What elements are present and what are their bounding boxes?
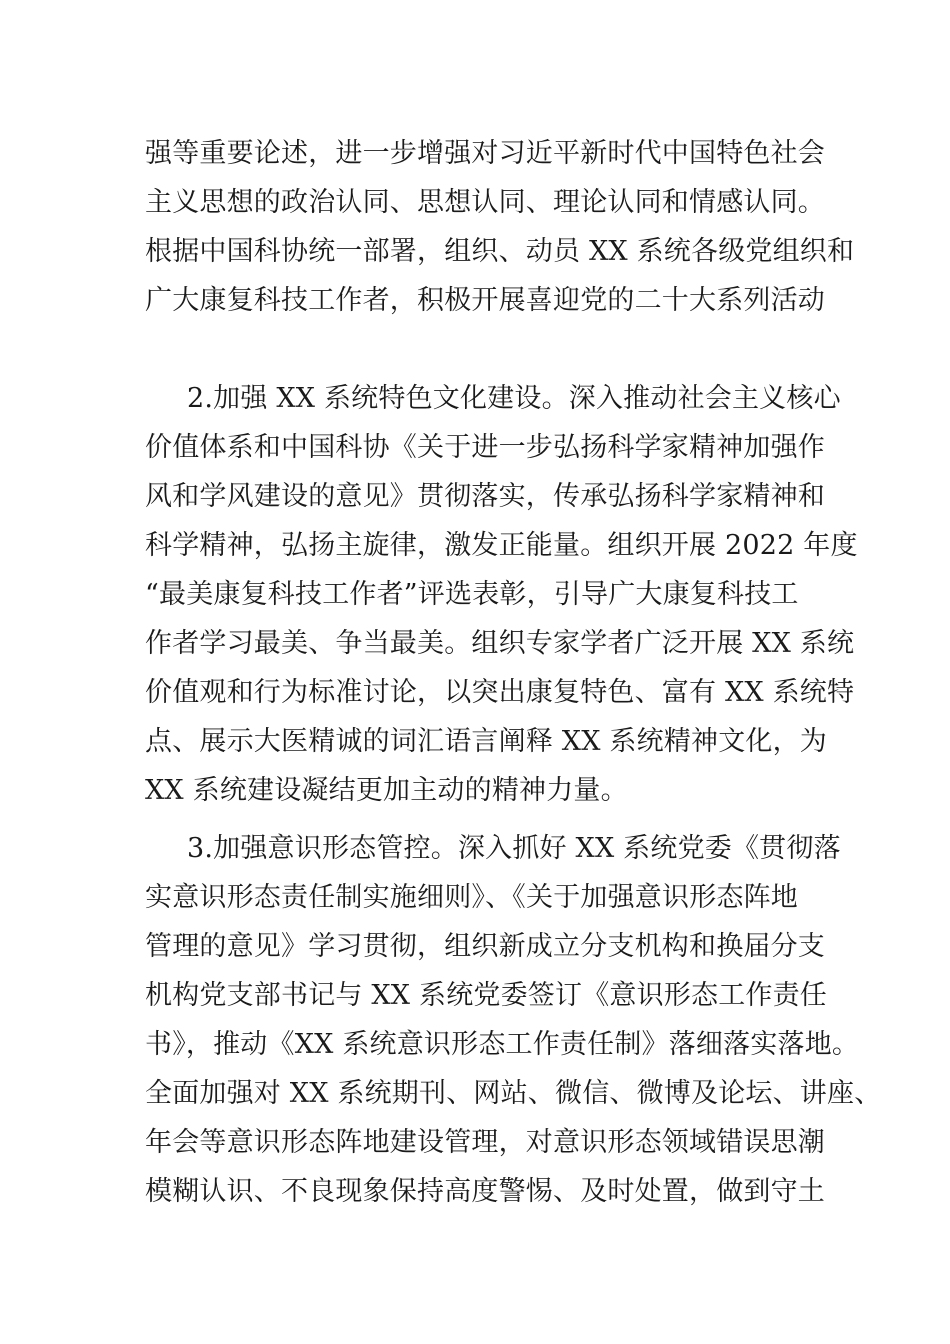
text-line: 强等重要论述，进一步增强对习近平新时代中国特色社会 [145, 138, 825, 169]
paragraph-item-2 [145, 374, 858, 815]
text-line: 实意识形态责任制实施细则》、《关于加强意识形态阵地 [145, 882, 798, 913]
text-line: 管理的意见》学习贯彻，组织新成立分支机构和换届分支 [145, 931, 825, 962]
text-line: 全面加强对 XX 系统期刊、网站、微信、微博及论坛、讲座、 [145, 1078, 882, 1109]
text-line: 根据中国科协统一部署，组织、动员 XX 系统各级党组织和 [145, 236, 855, 267]
paragraph-continuation [145, 129, 855, 325]
text-line-first: 2.加强 XX 系统特色文化建设。深入推动社会主义核心 [187, 383, 841, 414]
text-line: 书》，推动《XX 系统意识形态工作责任制》落细落实落地。 [145, 1029, 860, 1060]
text-line: 价值观和行为标准讨论，以突出康复特色、富有 XX 系统特 [145, 677, 855, 708]
text-line: 作者学习最美、争当最美。组织专家学者广泛开展 XX 系统 [145, 628, 855, 659]
text-line-first: 3.加强意识形态管控。深入抓好 XX 系统党委《贯彻落 [187, 833, 841, 864]
text-line: 点、展示大医精诚的词汇语言阐释 XX 系统精神文化，为 [145, 726, 828, 757]
text-line: “最美康复科技工作者”评选表彰，引导广大康复科技工 [145, 579, 799, 610]
text-line: 广大康复科技工作者，积极开展喜迎党的二十大系列活动 [145, 285, 825, 316]
text-line: 主义思想的政治认同、思想认同、理论认同和情感认同。 [145, 187, 825, 218]
text-line: 风和学风建设的意见》贯彻落实，传承弘扬科学家精神和 [145, 481, 825, 512]
text-line: 价值体系和中国科协《关于进一步弘扬科学家精神加强作 [145, 432, 825, 463]
text-line: XX 系统建设凝结更加主动的精神力量。 [145, 775, 628, 806]
text-line: 科学精神，弘扬主旋律，激发正能量。组织开展 2022 年度 [145, 530, 858, 561]
text-line: 模糊认识、不良现象保持高度警惕、及时处置，做到守土 [145, 1176, 825, 1207]
paragraph-item-3 [145, 824, 882, 1216]
text-line: 年会等意识形态阵地建设管理，对意识形态领域错误思潮 [145, 1127, 825, 1158]
text-line: 机构党支部书记与 XX 系统党委签订《意识形态工作责任 [145, 980, 828, 1011]
